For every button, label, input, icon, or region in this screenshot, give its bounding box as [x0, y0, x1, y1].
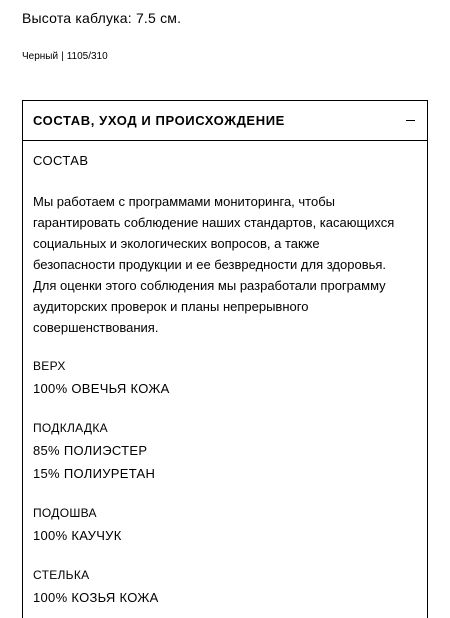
group-label: ПОДКЛАДКА: [33, 421, 108, 435]
product-reference: [22, 50, 108, 64]
panel-title: СОСТАВ, УХОД И ПРОИСХОЖДЕНИЕ: [33, 113, 285, 128]
composition-group-lining: [33, 420, 419, 485]
product-color: Черный: [22, 51, 59, 62]
panel-body: [33, 153, 419, 618]
intro-line: Мы работаем с программами мониторинга, чтобы: [33, 194, 336, 209]
composition-care-header[interactable]: [23, 101, 427, 141]
composition-section-title: СОСТАВ: [33, 153, 89, 168]
intro-line: аудиторских проверок и планы непрерывного: [33, 299, 309, 314]
product-reference-number: 1105/310: [66, 51, 108, 62]
composition-group-upper: [33, 358, 419, 400]
composition-group-insole: [33, 567, 419, 609]
group-value: 85% ПОЛИЭСТЕР: [33, 443, 148, 458]
intro-line: социальных и экологических вопросов, а также: [33, 236, 320, 251]
composition-care-panel: [22, 100, 428, 618]
group-value: 100% КАУЧУК: [33, 528, 122, 543]
group-label: ПОДОШВА: [33, 506, 97, 520]
minus-icon[interactable]: [406, 120, 415, 121]
group-value: 100% ОВЕЧЬЯ КОЖА: [33, 381, 170, 396]
group-label: ВЕРХ: [33, 359, 66, 373]
intro-line: безопасности продукции и ее безвредности для здоровья.: [33, 257, 387, 272]
group-value: 15% ПОЛИУРЕТАН: [33, 466, 156, 481]
intro-line: гарантировать соблюдение наших стандартов, касающихся: [33, 215, 395, 230]
group-value: 100% КОЗЬЯ КОЖА: [33, 590, 159, 605]
group-label: СТЕЛЬКА: [33, 568, 90, 582]
composition-group-sole: [33, 505, 419, 547]
intro-line: совершенствования.: [33, 320, 159, 335]
heel-height-text: Высота каблука: 7.5 см.: [22, 10, 182, 26]
reference-separator: |: [61, 51, 64, 62]
intro-line: Для оценки этого соблюдения мы разработали программу: [33, 278, 386, 293]
composition-intro: [33, 191, 419, 338]
